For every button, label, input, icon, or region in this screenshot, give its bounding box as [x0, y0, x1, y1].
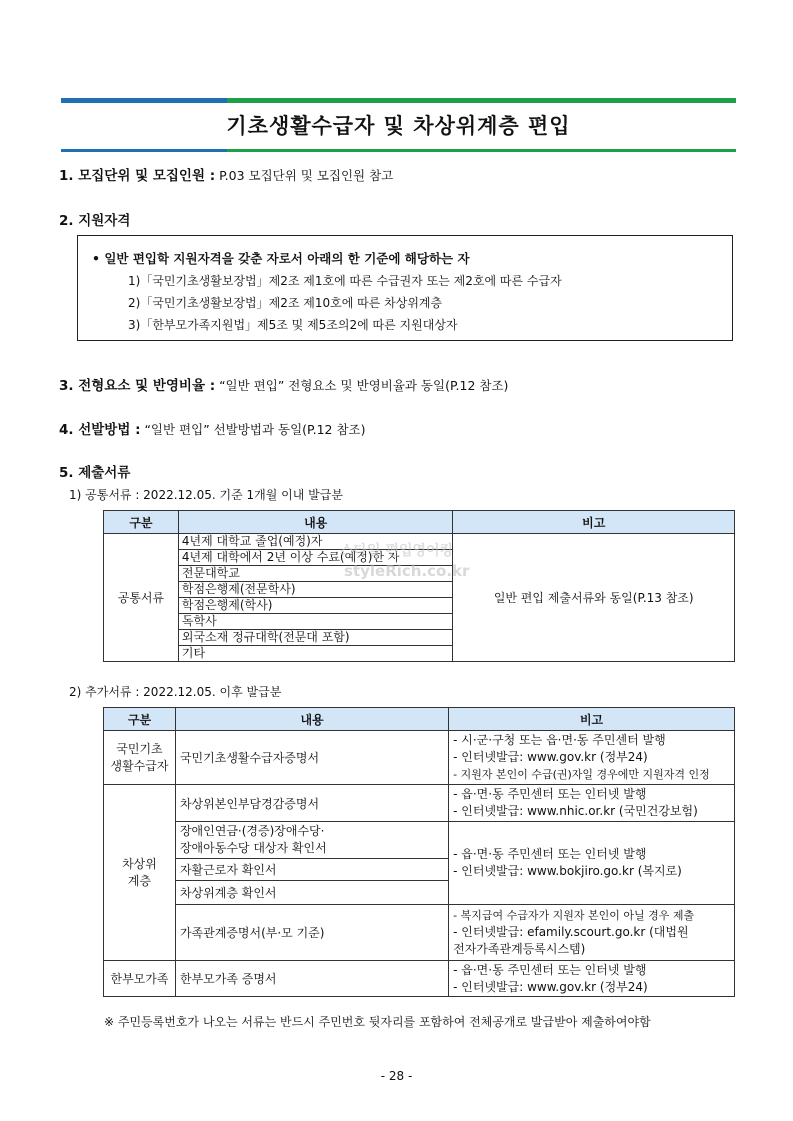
section-1-text: P.03 모집단위 및 모집인원 참고	[215, 168, 394, 183]
header-note: 비고	[453, 511, 735, 534]
content-cell: 독학사	[178, 614, 453, 630]
eligibility-item: 2)「국민기초생활보장법」제2조 제10호에 따른 차상위계층	[128, 296, 443, 310]
header-note: 비고	[449, 708, 735, 731]
section-5	[59, 461, 130, 481]
category-line: 차상위	[122, 856, 157, 871]
header-content: 내용	[175, 708, 448, 731]
page-title: 기초생활수급자 및 차상위계층 편입	[226, 114, 571, 138]
table-header-row	[104, 708, 735, 731]
section-4-heading: 4. 선발방법 :	[59, 422, 141, 438]
content-cell: 외국소재 정규대학(전문대 포함)	[178, 630, 453, 646]
note-cell	[449, 822, 735, 905]
section-1-heading: 1. 모집단위 및 모집인원 :	[59, 168, 216, 184]
eligibility-item: 3)「한부모가족지원법」제5조 및 제5조의2에 따른 지원대상자	[128, 318, 458, 332]
section-2-heading: 2. 지원자격	[59, 213, 131, 229]
note-line: - 인터넷발급: www.bokjiro.go.kr (복지로)	[453, 864, 682, 878]
watermark-line1: 스타일 편입영어킹	[340, 543, 454, 559]
table-row	[104, 822, 735, 859]
top-rule	[61, 98, 736, 103]
content-cell: 학점은행제(전문학사)	[178, 582, 453, 598]
header-category: 구분	[104, 708, 176, 731]
note-line: - 인터넷발급: www.gov.kr (정부24)	[453, 750, 648, 764]
content-cell: 전문대학교	[178, 566, 453, 582]
note-line: - 읍·면·동 주민센터 또는 인터넷 발행	[453, 787, 647, 801]
note-cell	[449, 785, 735, 822]
section-5-heading: 5. 제출서류	[59, 465, 131, 481]
section-4-text: “일반 편입” 선발방법과 동일(P.12 참조)	[140, 422, 366, 437]
content-cell: 학점은행제(학사)	[178, 598, 453, 614]
note-cell	[449, 961, 735, 997]
note-line: 전자가족관계등록시스템)	[453, 942, 586, 956]
note-line: - 읍·면·동 주민센터 또는 인터넷 발행	[453, 962, 647, 977]
table-header-row	[104, 511, 735, 534]
section-1	[59, 164, 393, 184]
content-cell: 기타	[178, 646, 453, 662]
category-line: 계층	[127, 873, 152, 888]
category-cell	[104, 785, 176, 961]
title-underline	[61, 149, 736, 152]
note-cell: 일반 편입 제출서류와 동일(P.13 참조)	[453, 534, 735, 662]
table-row	[104, 731, 735, 785]
additional-docs-table	[103, 707, 735, 997]
eligibility-box	[77, 235, 733, 341]
footnote: ※ 주민등록번호가 나오는 서류는 반드시 주민번호 뒷자리를 포함하여 전체공개로 발급받아 제출하여야함	[104, 1015, 651, 1029]
note-cell	[449, 905, 735, 961]
watermark-line2: styleRich.co.kr	[344, 562, 470, 580]
eligibility-lead: • 일반 편입학 지원자격을 갖춘 자로서 아래의 한 기준에 해당하는 자	[92, 251, 470, 266]
note-line: - 복지급여 수급자가 지원자 본인이 아닐 경우 제출	[453, 909, 695, 922]
note-line: - 지원자 본인이 수급(권)자일 경우에만 지원자격 인정	[453, 768, 710, 781]
content-cell	[175, 822, 448, 859]
note-line: - 시·군·구청 또는 읍·면·동 주민센터 발행	[453, 733, 666, 747]
content-cell: 4년제 대학교 졸업(예정)자	[178, 534, 453, 550]
content-cell: 국민기초생활수급자증명서	[175, 731, 448, 785]
note-line: - 읍·면·동 주민센터 또는 인터넷 발행	[453, 847, 647, 861]
section-3	[59, 374, 508, 394]
content-cell: 자활근로자 확인서	[175, 859, 448, 881]
common-docs-caption: 1) 공통서류 : 2022.12.05. 기준 1개월 이내 발급분	[69, 488, 343, 502]
content-line: 장애인연금·(경증)장애수당·	[179, 824, 325, 838]
table-row	[104, 905, 735, 961]
category-cell: 한부모가족	[104, 961, 176, 997]
header-content: 내용	[178, 511, 453, 534]
common-docs-table	[103, 510, 735, 662]
section-3-text: “일반 편입” 전형요소 및 반영비율과 동일(P.12 참조)	[215, 378, 509, 393]
content-line: 장애아동수당 대상자 확인서	[179, 841, 327, 855]
table-row	[104, 785, 735, 822]
note-line: - 인터넷발급: www.nhic.or.kr (국민건강보험)	[453, 804, 698, 818]
page-number: - 28 -	[380, 1069, 413, 1083]
header-category: 구분	[104, 511, 179, 534]
section-2	[59, 209, 130, 229]
content-cell: 차상위본인부담경감증명서	[175, 785, 448, 822]
content-cell: 차상위계층 확인서	[175, 881, 448, 905]
content-cell: 한부모가족 증명서	[175, 961, 448, 997]
additional-docs-caption: 2) 추가서류 : 2022.12.05. 이후 발급분	[69, 685, 282, 699]
category-line: 생활수급자	[110, 758, 169, 773]
category-cell	[104, 731, 176, 785]
note-line: - 인터넷발급: www.gov.kr (정부24)	[453, 979, 648, 994]
table-row	[104, 961, 735, 997]
eligibility-item: 1)「국민기초생활보장법」제2조 제1호에 따른 수급권자 또는 제2호에 따른 수급자	[128, 274, 562, 288]
note-cell	[449, 731, 735, 785]
table-row	[104, 534, 735, 550]
note-line: - 인터넷발급: efamily.scourt.go.kr (대법원	[453, 925, 689, 939]
section-3-heading: 3. 전형요소 및 반영비율 :	[59, 378, 216, 394]
content-cell: 4년제 대학에서 2년 이상 수료(예정)한 자	[178, 550, 453, 566]
section-4	[59, 418, 366, 438]
category-line: 국민기초	[116, 741, 163, 756]
category-cell: 공통서류	[104, 534, 179, 662]
content-cell: 가족관계증명서(부·모 기준)	[175, 905, 448, 961]
